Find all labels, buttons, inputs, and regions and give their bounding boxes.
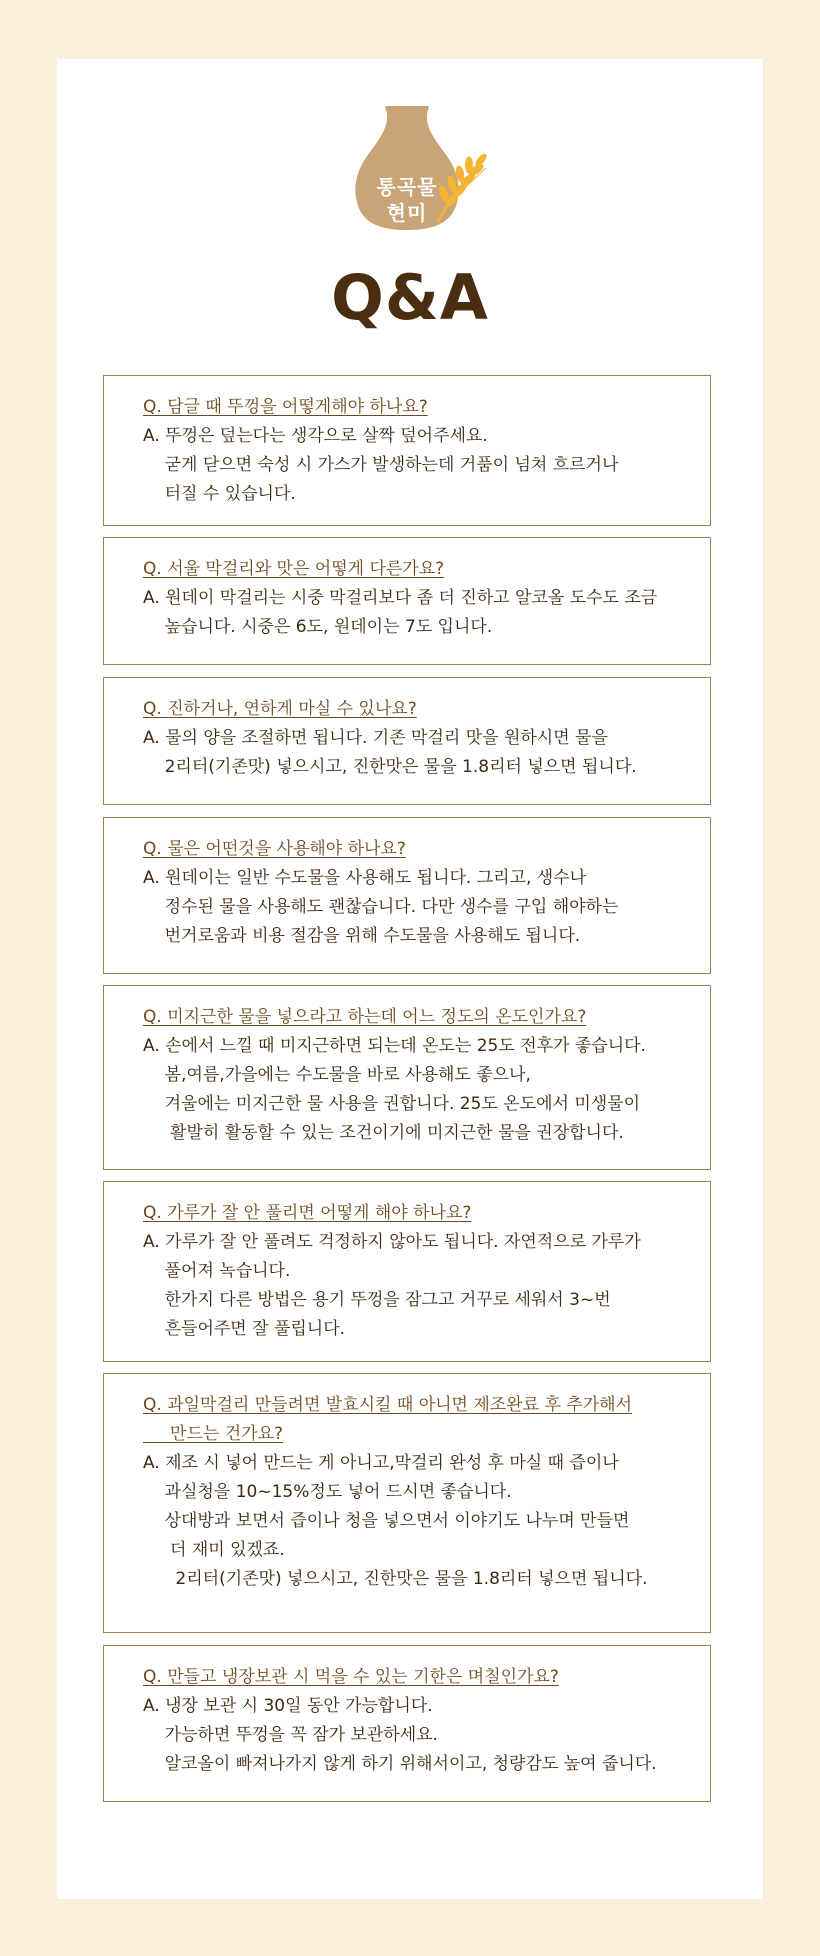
faq-question: Q. 물은 어떤것을 사용해야 하나요? (143, 839, 406, 859)
faq-answer (143, 1228, 690, 1344)
faq-answer-line: A. 냉장 보관 시 30일 동안 가능합니다. (143, 1696, 433, 1716)
faq-answer-line: 높습니다. 시중은 6도, 원데이는 7도 입니다. (143, 617, 493, 637)
faq-answer (143, 584, 690, 642)
faq-item (103, 537, 711, 665)
faq-answer (143, 422, 690, 509)
faq-answer-line: 알코올이 빠져나가지 않게 하기 위해서이고, 청량감도 높여 줍니다. (143, 1754, 657, 1774)
faq-answer-line: 한가지 다른 방법은 용기 뚜껑을 잠그고 거꾸로 세워서 3~번 (143, 1290, 611, 1310)
faq-answer-line: 번거로움과 비용 절감을 위해 수도물을 사용해도 됩니다. (143, 926, 581, 946)
faq-answer-line: A. 뚜껑은 덮는다는 생각으로 살짝 덮어주세요. (143, 426, 488, 446)
faq-question: Q. 가루가 잘 안 풀리면 어떻게 해야 하나요? (143, 1203, 472, 1223)
faq-answer-line: A. 제조 시 넣어 만드는 게 아니고,막걸리 완성 후 마실 때 즙이나 (143, 1453, 619, 1473)
faq-item (103, 817, 711, 974)
faq-answer-line: 풀어져 녹습니다. (143, 1261, 291, 1281)
page-title: Q&A (331, 261, 489, 334)
faq-item (103, 1645, 711, 1802)
faq-answer-line: 흔들어주면 잘 풀립니다. (143, 1319, 346, 1339)
faq-answer-line: A. 원데이 막걸리는 시중 막걸리보다 좀 더 진하고 알코올 도수도 조금 (143, 588, 658, 608)
faq-item (103, 985, 711, 1170)
faq-answer-line: 정수된 물을 사용해도 괜찮습니다. 다만 생수를 구입 해야하는 (143, 897, 619, 917)
faq-answer-line: 2리터(기존맛) 넣으시고, 진한맛은 물을 1.8리터 넣으면 됩니다. (143, 1569, 648, 1589)
faq-item (103, 1181, 711, 1362)
logo-text (357, 174, 457, 226)
faq-answer-line: 겨울에는 미지근한 물 사용을 권합니다. 25도 온도에서 미생물이 (143, 1094, 641, 1114)
faq-item (103, 677, 711, 805)
faq-answer-line: A. 가루가 잘 안 풀려도 걱정하지 않아도 됩니다. 자연적으로 가루가 (143, 1232, 641, 1252)
faq-answer-line: 굳게 닫으면 숙성 시 가스가 발생하는데 거품이 넘쳐 흐르거나 (143, 455, 619, 475)
logo (340, 104, 490, 234)
faq-answer-line: A. 물의 양을 조절하면 됩니다. 기존 막걸리 맛을 원하시면 물을 (143, 728, 608, 748)
faq-answer (143, 864, 690, 951)
faq-question: Q. 만들고 냉장보관 시 먹을 수 있는 기한은 며칠인가요? (143, 1667, 559, 1687)
faq-answer-line: A. 손에서 느낄 때 미지근하면 되는데 온도는 25도 전후가 좋습니다. (143, 1036, 646, 1056)
faq-question: Q. 서울 막걸리와 맛은 어떻게 다른가요? (143, 559, 445, 579)
faq-question: Q. 진하거나, 연하게 마실 수 있나요? (143, 699, 417, 719)
faq-answer (143, 724, 690, 782)
faq-answer-line: 봄,여름,가을에는 수도물을 바로 사용해도 좋으나, (143, 1065, 531, 1085)
logo-line-2: 현미 (386, 201, 428, 225)
faq-question: Q. 담글 때 뚜껑을 어떻게해야 하나요? (143, 397, 428, 417)
faq-answer-line: 활발히 활동할 수 있는 조건이기에 미지근한 물을 권장합니다. (143, 1123, 624, 1143)
faq-answer (143, 1449, 690, 1594)
faq-answer-line: 가능하면 뚜껑을 꼭 잠가 보관하세요. (143, 1725, 438, 1745)
faq-answer (143, 1692, 690, 1779)
faq-answer-line: 2리터(기존맛) 넣으시고, 진한맛은 물을 1.8리터 넣으면 됩니다. (143, 757, 637, 777)
faq-answer-line: 과실청을 10~15%정도 넣어 드시면 좋습니다. (143, 1482, 512, 1502)
faq-answer-line: 상대방과 보면서 즙이나 청을 넣으면서 이야기도 나누며 만들면 (143, 1511, 630, 1531)
logo-line-1: 통곡물 (376, 175, 438, 199)
faq-answer (143, 1032, 690, 1148)
faq-answer-line: 터질 수 있습니다. (143, 484, 296, 504)
faq-answer-line: 더 재미 있겠죠. (143, 1540, 285, 1560)
faq-question: Q. 과일막걸리 만들려면 발효시킬 때 아니면 제조완료 후 추가해서 (143, 1395, 632, 1415)
faq-answer-line: A. 원데이는 일반 수도물을 사용해도 됩니다. 그리고, 생수나 (143, 868, 587, 888)
faq-question-cont: 만드는 건가요? (143, 1424, 283, 1444)
faq-question: Q. 미지근한 물을 넣으라고 하는데 어느 정도의 온도인가요? (143, 1007, 587, 1027)
faq-item (103, 1373, 711, 1633)
faq-item (103, 375, 711, 526)
